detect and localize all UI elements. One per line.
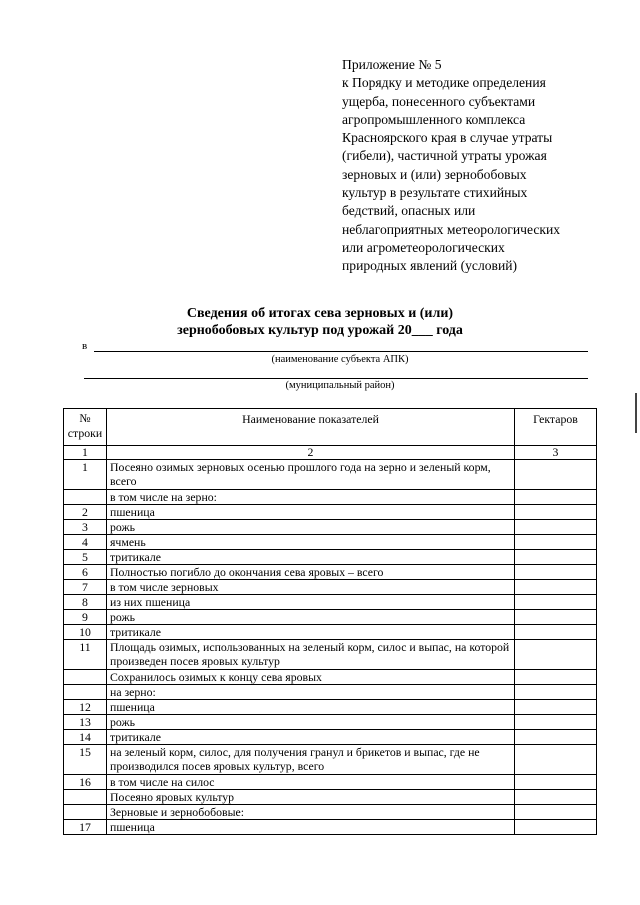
row-hectares-cell[interactable]	[515, 565, 597, 580]
row-indicator: в том числе на силос	[107, 775, 515, 790]
row-hectares-cell[interactable]	[515, 775, 597, 790]
table-row	[64, 580, 597, 595]
appendix-line: Красноярского края в случае утраты	[342, 130, 553, 146]
district-caption: (муниципальный район)	[285, 380, 395, 391]
row-indicator: Зерновые и зернобобовые:	[107, 805, 515, 820]
table-row	[64, 670, 597, 685]
appendix-line: ущерба, понесенного субъектами	[342, 93, 536, 109]
row-hectares-cell[interactable]	[515, 580, 597, 595]
row-hectares-cell[interactable]	[515, 820, 597, 835]
table-row	[64, 640, 597, 670]
row-hectares-cell[interactable]	[515, 625, 597, 640]
column-index-3: 3	[515, 446, 597, 460]
row-number: 4	[64, 535, 107, 550]
row-number: 10	[64, 625, 107, 640]
row-indicator: тритикале	[107, 625, 515, 640]
appendix-line: бедствий, опасных или	[342, 203, 476, 219]
table-row	[64, 565, 597, 580]
table-row	[64, 550, 597, 565]
row-indicator: Сохранилось озимых к концу сева яровых	[107, 670, 515, 685]
appendix-line: зерновых и (или) зернобобовых	[342, 166, 527, 182]
row-number	[64, 670, 107, 685]
row-hectares-cell[interactable]	[515, 490, 597, 505]
row-hectares-cell[interactable]	[515, 610, 597, 625]
table-row	[64, 460, 597, 490]
row-number: 13	[64, 715, 107, 730]
table-row	[64, 595, 597, 610]
row-number	[64, 685, 107, 700]
row-indicator: Полностью погибло до окончания сева яровых – всего	[107, 565, 515, 580]
row-indicator: ячмень	[107, 535, 515, 550]
row-hectares-cell[interactable]	[515, 805, 597, 820]
appendix-line: природных явлений (условий)	[342, 258, 518, 274]
document-title-line-2: зернобобовых культур под урожай 20___ года	[177, 323, 463, 338]
row-hectares-cell[interactable]	[515, 790, 597, 805]
table-row	[64, 715, 597, 730]
appendix-line: (гибели), частичной утраты урожая	[342, 148, 547, 164]
row-hectares-cell[interactable]	[515, 640, 597, 670]
header-number	[64, 409, 107, 446]
table-row	[64, 745, 597, 775]
row-number	[64, 490, 107, 505]
row-number: 14	[64, 730, 107, 745]
table-row	[64, 535, 597, 550]
row-hectares-cell[interactable]	[515, 505, 597, 520]
row-indicator: в том числе зерновых	[107, 580, 515, 595]
row-indicator: на зерно:	[107, 685, 515, 700]
row-number: 7	[64, 580, 107, 595]
table-row	[64, 490, 597, 505]
row-indicator: тритикале	[107, 730, 515, 745]
row-number: 2	[64, 505, 107, 520]
district-field[interactable]	[84, 378, 588, 379]
table-row	[64, 700, 597, 715]
table-row	[64, 505, 597, 520]
table-row	[64, 625, 597, 640]
table-row	[64, 520, 597, 535]
row-hectares-cell[interactable]	[515, 745, 597, 775]
row-hectares-cell[interactable]	[515, 730, 597, 745]
appendix-line: к Порядку и методике определения	[342, 75, 546, 91]
row-number: 17	[64, 820, 107, 835]
scan-edge-mark	[635, 393, 637, 433]
subject-underline	[94, 351, 588, 352]
row-hectares-cell[interactable]	[515, 550, 597, 565]
row-indicator: пшеница	[107, 820, 515, 835]
row-hectares-cell[interactable]	[515, 685, 597, 700]
column-index-1: 1	[64, 446, 107, 460]
header-number-label: строки	[67, 426, 103, 440]
row-indicator: рожь	[107, 520, 515, 535]
table-row	[64, 820, 597, 835]
row-hectares-cell[interactable]	[515, 595, 597, 610]
row-number: 12	[64, 700, 107, 715]
row-indicator: в том числе на зерно:	[107, 490, 515, 505]
appendix-line: культур в результате стихийных	[342, 185, 528, 201]
row-indicator: рожь	[107, 610, 515, 625]
row-hectares-cell[interactable]	[515, 535, 597, 550]
sowing-table	[63, 408, 597, 835]
table-row	[64, 805, 597, 820]
column-index-2: 2	[107, 446, 515, 460]
column-index-row	[64, 446, 597, 460]
row-hectares-cell[interactable]	[515, 670, 597, 685]
row-indicator: из них пшеница	[107, 595, 515, 610]
row-hectares-cell[interactable]	[515, 460, 597, 490]
row-number: 6	[64, 565, 107, 580]
row-indicator: тритикале	[107, 550, 515, 565]
row-indicator: Площадь озимых, использованных на зеленый корм, силос и выпас, на которой произведен посев яровых культур	[107, 640, 515, 670]
table-row	[64, 685, 597, 700]
row-number: 8	[64, 595, 107, 610]
appendix-line: или агрометеорологических	[342, 239, 505, 255]
table-row	[64, 790, 597, 805]
subject-caption: (наименование субъекта АПК)	[271, 354, 409, 365]
row-number: 16	[64, 775, 107, 790]
row-hectares-cell[interactable]	[515, 715, 597, 730]
row-number: 3	[64, 520, 107, 535]
row-indicator: пшеница	[107, 700, 515, 715]
header-number-symbol: №	[79, 411, 91, 425]
row-hectares-cell[interactable]	[515, 700, 597, 715]
subject-prefix: в	[82, 340, 88, 352]
row-indicator: Посеяно яровых культур	[107, 790, 515, 805]
row-indicator: пшеница	[107, 505, 515, 520]
appendix-note	[342, 56, 622, 276]
table-row	[64, 610, 597, 625]
row-number: 15	[64, 745, 107, 775]
header-hectares: Гектаров	[515, 409, 597, 446]
row-indicator: на зеленый корм, силос, для получения гранул и брикетов и выпас, где не производился посев яровых культур, всего	[107, 745, 515, 775]
row-number: 11	[64, 640, 107, 670]
appendix-line: Приложение № 5	[342, 57, 442, 72]
header-name: Наименование показателей	[107, 409, 515, 446]
row-indicator: рожь	[107, 715, 515, 730]
row-indicator: Посеяно озимых зерновых осенью прошлого года на зерно и зеленый корм, всего	[107, 460, 515, 490]
table-row	[64, 775, 597, 790]
table-row	[64, 730, 597, 745]
row-number: 5	[64, 550, 107, 565]
table-header-row	[64, 409, 597, 446]
appendix-line: агропромышленного комплекса	[342, 111, 526, 127]
subject-name-field[interactable]	[82, 340, 588, 352]
row-number: 9	[64, 610, 107, 625]
appendix-line: неблагоприятных метеорологических	[342, 221, 561, 237]
row-number: 1	[64, 460, 107, 490]
row-number	[64, 805, 107, 820]
row-number	[64, 790, 107, 805]
document-title-line-1: Сведения об итогах сева зерновых и (или)	[186, 306, 454, 321]
row-hectares-cell[interactable]	[515, 520, 597, 535]
